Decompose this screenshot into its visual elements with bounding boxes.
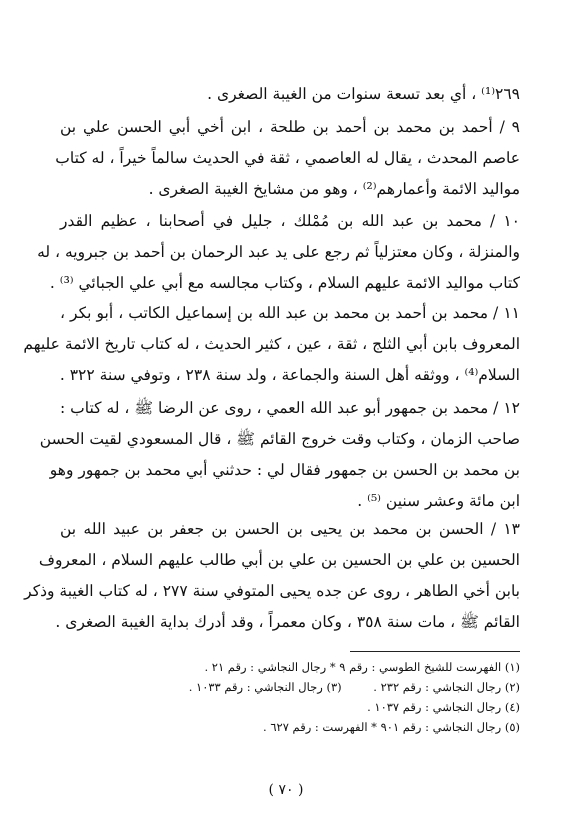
page-number: ( ٧٠ ) xyxy=(268,782,304,798)
footnotes xyxy=(60,657,520,737)
footnote-3: (٣) رجال النجاشي : رقم ١٠٣٣ . xyxy=(188,680,342,694)
text-line: ٢٦٩⁽¹⁾ ، أي بعد تسعة سنوات من الغيبة الصغرى . xyxy=(207,85,520,103)
text-line: الحسين بن علي بن الحسين بن علي بن أبي طالب عليهم السلام ، المعروف xyxy=(38,551,520,569)
text-line: ابن مائة وعشر سنين ⁽⁵⁾ . xyxy=(357,492,520,510)
text-line: السلام⁽⁴⁾ ، ووثقه أهل السنة والجماعة ، ولد سنة ٢٣٨ ، وتوفي سنة ٣٢٢ . xyxy=(59,366,520,384)
paragraph-entry-13 xyxy=(24,514,520,638)
footnote-divider xyxy=(350,651,520,652)
paragraph-continuation xyxy=(60,79,520,110)
text-line: ٩ / أحمد بن محمد بن أحمد بن طلحة ، ابن أخي أبي الحسن علي بن xyxy=(60,118,520,136)
paragraph-entry-9 xyxy=(55,112,520,205)
text-line: بابن أخي الطاهر ، روى عن جده يحيى المتوفي سنة ٢٧٧ ، له كتاب الغيبة وذكر xyxy=(24,582,520,600)
text-line: بن محمد بن الحسن بن جمهور فقال لي : حدثني أبي محمد بن جمهور وهو xyxy=(49,461,520,479)
text-line: ١٠ / محمد بن عبد الله بن مُمْلك ، جليل في أصحابنا ، عظيم القدر xyxy=(60,212,520,230)
text-line: عاصم المحدث ، يقال له العاصمي ، ثقة في الحديث سالماً خيراً ، له كتاب xyxy=(55,149,520,167)
footnote-2: (٢) رجال النجاشي : رقم ٢٣٢ . xyxy=(373,680,520,694)
text-line: المعروف بابن أبي الثلج ، ثقة ، عين ، كثير الحديث ، له كتاب تاريخ الائمة عليهم xyxy=(23,335,520,353)
text-line: والمنزلة ، وكان معتزلياً ثم رجع على يد عبد الرحمان بن أحمد بن جبرويه ، له xyxy=(37,243,520,261)
footnote-5: (٥) رجال النجاشي : رقم ٩٠١ * الفهرست : رقم ٦٢٧ . xyxy=(263,720,520,734)
footnote-row-2-3 xyxy=(60,677,520,697)
text-line: ١٢ / محمد بن جمهور أبو عبد الله العمي ، روى عن الرضا ﷺ ، له كتاب : xyxy=(60,399,520,417)
text-line: ١٣ / الحسن بن محمد بن يحيى بن الحسن بن جعفر بن عبيد الله بن xyxy=(60,520,520,538)
paragraph-entry-11 xyxy=(23,298,520,391)
text-line: مواليد الائمة وأعمارهم⁽²⁾ ، وهو من مشايخ الغيبة الصغرى . xyxy=(148,180,520,198)
text-line: القائم ﷺ ، مات سنة ٣٥٨ ، وكان معمراً ، وقد أدرك بداية الغيبة الصغرى . xyxy=(55,613,520,631)
paragraph-entry-10 xyxy=(37,206,520,299)
footnote-4: (٤) رجال النجاشي : رقم ١٠٣٧ . xyxy=(367,700,520,714)
text-line: كتاب مواليد الائمة عليهم السلام ، وكتاب مجالسه مع أبي علي الجبائي ⁽³⁾ . xyxy=(49,274,520,292)
paragraph-entry-12 xyxy=(39,393,520,517)
text-line: صاحب الزمان ، وكتاب وقت خروج القائم ﷺ ، قال المسعودي لقيت الحسن xyxy=(39,430,520,448)
text-line: ١١ / محمد بن أحمد بن محمد بن عبد الله بن إسماعيل الكاتب ، أبو بكر ، xyxy=(60,304,520,322)
footnote-1: (١) الفهرست للشيخ الطوسي : رقم ٩ * رجال النجاشي : رقم ٢١ . xyxy=(204,660,520,674)
